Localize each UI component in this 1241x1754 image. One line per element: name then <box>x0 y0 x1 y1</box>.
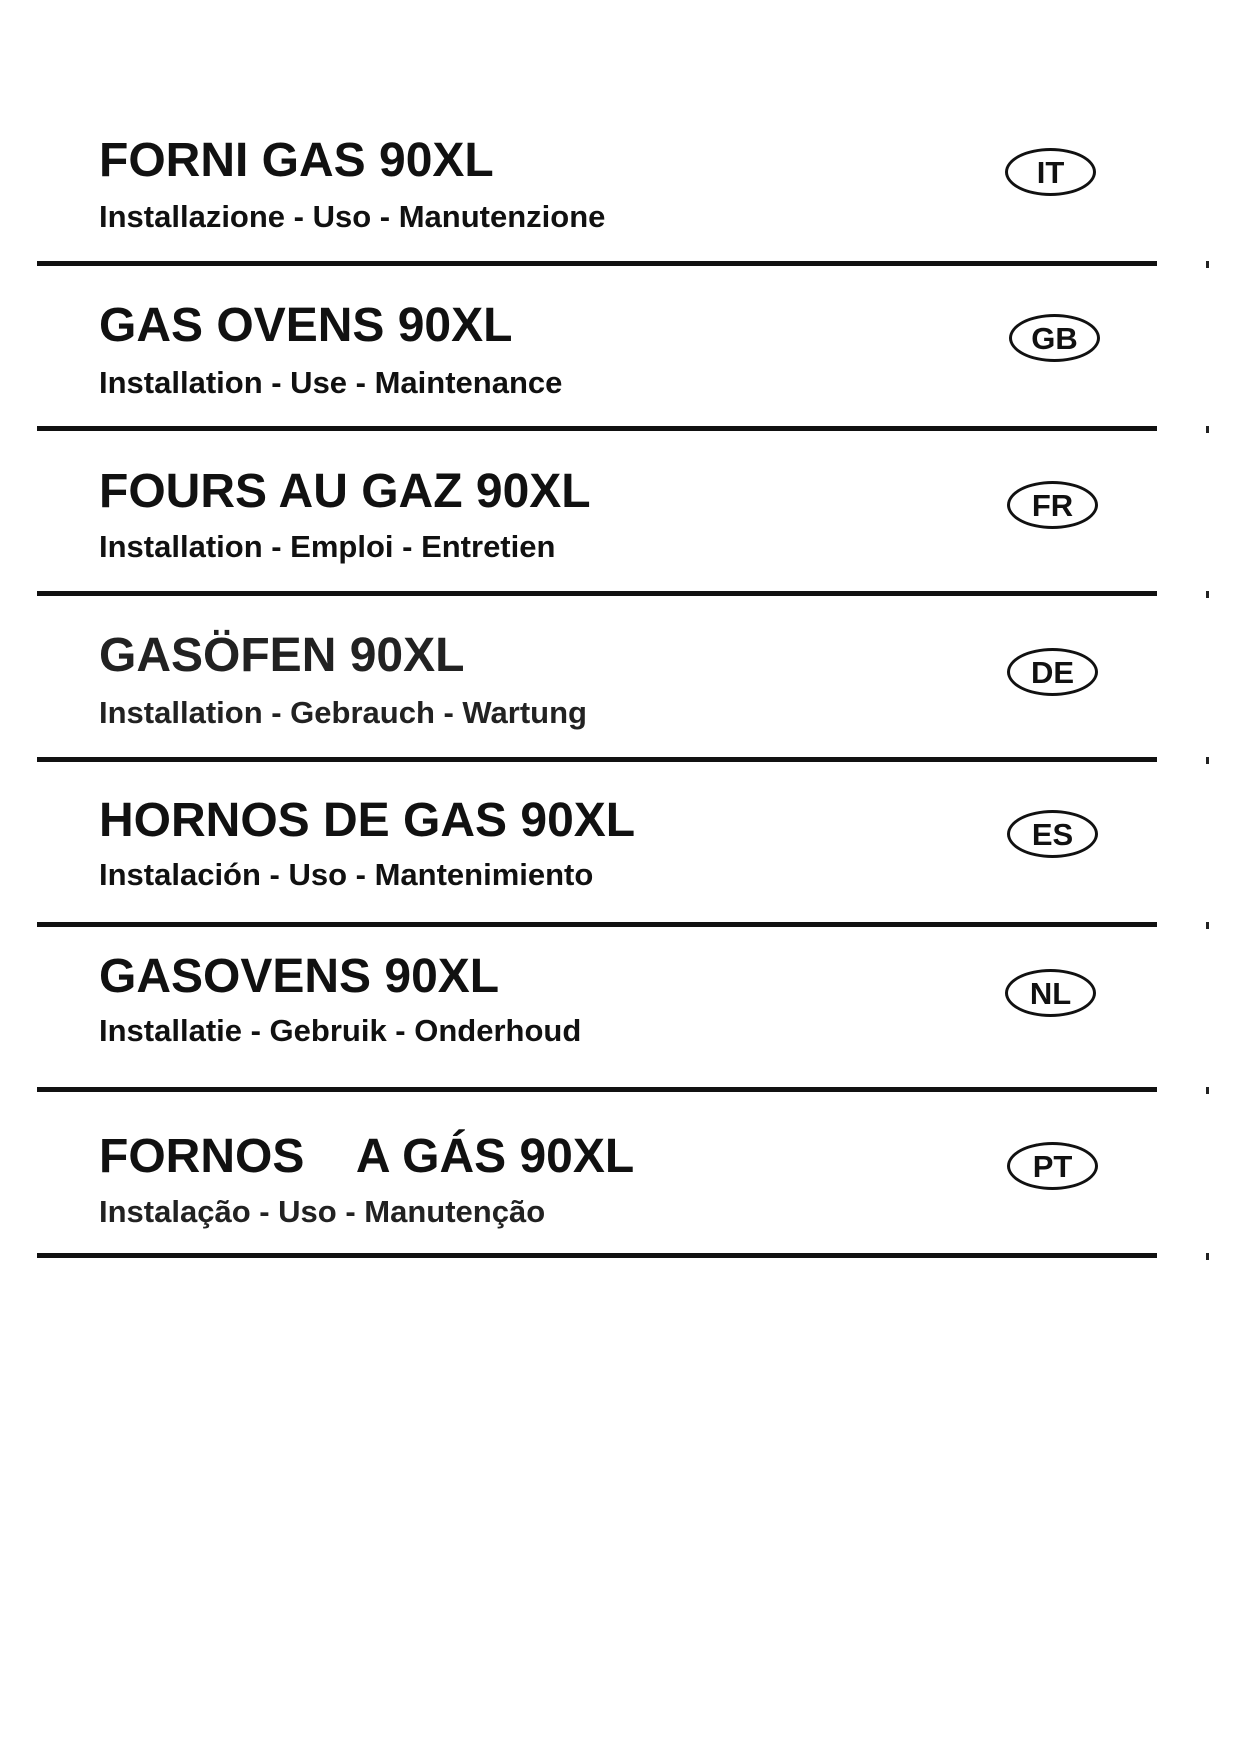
section-title-it: FORNI GAS 90XL <box>99 134 494 187</box>
margin-tick <box>1206 757 1209 764</box>
language-badge-nl: NL <box>1005 969 1096 1017</box>
section-subtitle-it: Installazione - Uso - Manutenzione <box>99 199 606 234</box>
language-badge-fr: FR <box>1007 481 1098 529</box>
section-title-de: GASÖFEN 90XL <box>99 629 465 682</box>
section-subtitle-es: Instalación - Uso - Mantenimiento <box>99 857 594 892</box>
section-divider <box>37 1087 1157 1092</box>
language-badge-es: ES <box>1007 810 1098 858</box>
language-badge-gb: GB <box>1009 314 1100 362</box>
language-badge-pt: PT <box>1007 1142 1098 1190</box>
margin-tick <box>1206 261 1209 268</box>
section-subtitle-fr: Installation - Emploi - Entretien <box>99 529 556 564</box>
section-title-gb: GAS OVENS 90XL <box>99 299 513 352</box>
language-badge-it: IT <box>1005 148 1096 196</box>
section-title-pt: FORNOS A GÁS 90XL <box>99 1130 635 1183</box>
section-divider <box>37 426 1157 431</box>
section-subtitle-nl: Installatie - Gebruik - Onderhoud <box>99 1013 582 1048</box>
section-divider <box>37 261 1157 266</box>
section-title-es: HORNOS DE GAS 90XL <box>99 794 636 847</box>
section-divider <box>37 922 1157 927</box>
margin-tick <box>1206 426 1209 433</box>
margin-tick <box>1206 1087 1209 1094</box>
section-divider <box>37 757 1157 762</box>
section-title-nl: GASOVENS 90XL <box>99 950 500 1003</box>
section-divider <box>37 1253 1157 1258</box>
section-subtitle-de: Installation - Gebrauch - Wartung <box>99 695 587 730</box>
section-divider <box>37 591 1157 596</box>
margin-tick <box>1206 922 1209 929</box>
section-title-fr: FOURS AU GAZ 90XL <box>99 465 591 518</box>
margin-tick <box>1206 1253 1209 1260</box>
section-subtitle-pt: Instalação - Uso - Manutenção <box>99 1194 546 1229</box>
section-subtitle-gb: Installation - Use - Maintenance <box>99 365 563 400</box>
language-badge-de: DE <box>1007 648 1098 696</box>
margin-tick <box>1206 591 1209 598</box>
